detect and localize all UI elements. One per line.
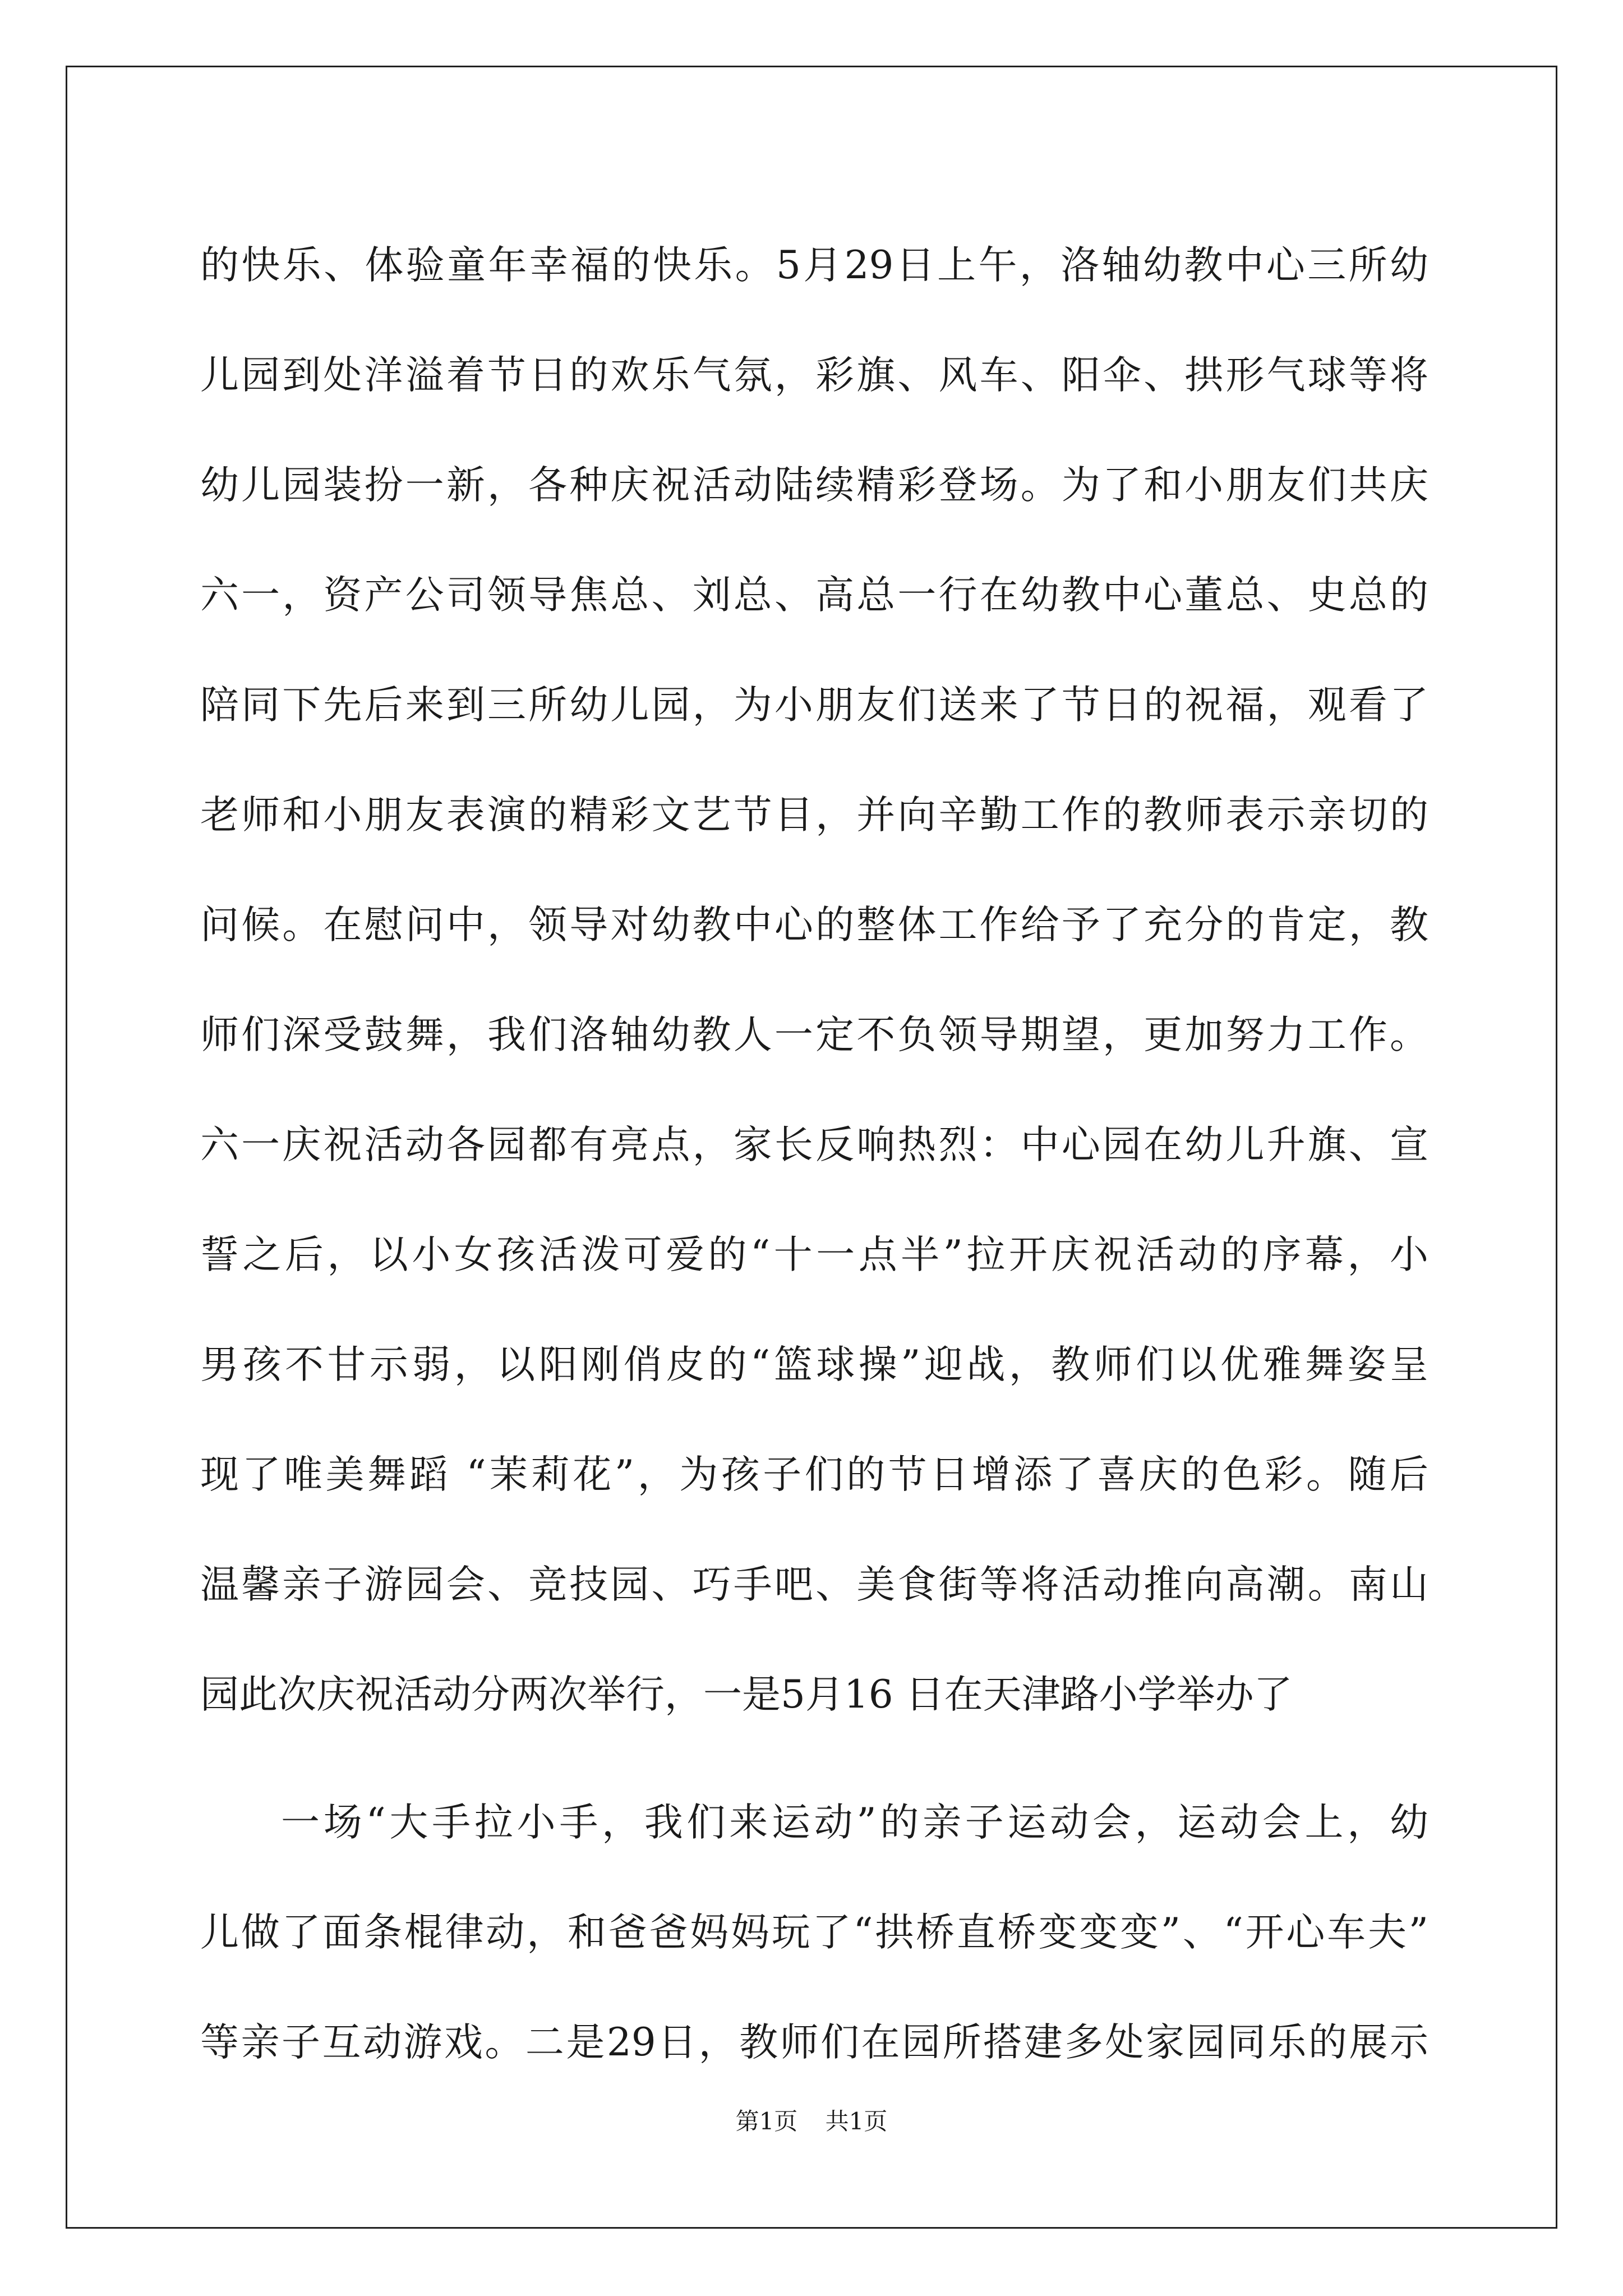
text-line: 问候。在慰问中，领导对幼教中心的整体工作给予了充分的肯定，教	[200, 903, 1428, 947]
text-line: 园此次庆祝活动分两次举行，一是5月16 日在天津路小学举办了	[200, 1672, 1293, 1717]
text-line: 男孩不甘示弱，以阳刚俏皮的“篮球操”迎战，教师们以优雅舞姿呈	[200, 1342, 1428, 1387]
text-line: 的快乐、体验童年幸福的快乐。5月29日上午，洛轴幼教中心三所幼	[200, 243, 1428, 288]
text-line: 六一庆祝活动各园都有亮点，家长反响热烈：中心园在幼儿升旗、宣	[200, 1122, 1428, 1167]
text-line: 陪同下先后来到三所幼儿园，为小朋友们送来了节日的祝福，观看了	[200, 683, 1428, 728]
text-line: 一场“大手拉小手，我们来运动”的亲子运动会，运动会上，幼	[281, 1800, 1428, 1845]
paragraph-1	[200, 210, 1428, 1750]
text-line: 等亲子互动游戏。二是29日，教师们在园所搭建多处家园同乐的展示	[200, 2020, 1428, 2065]
text-line: 六一，资产公司领导焦总、刘总、高总一行在幼教中心董总、史总的	[200, 573, 1428, 618]
document-body	[200, 210, 1428, 2097]
text-line: 师们深受鼓舞，我们洛轴幼教人一定不负领导期望，更加努力工作。	[200, 1013, 1428, 1057]
page-footer	[0, 2105, 1623, 2138]
paragraph-gap	[200, 1750, 1428, 1768]
text-line: 现了唯美舞蹈 “茉莉花”，为孩子们的节日增添了喜庆的色彩。随后	[200, 1452, 1428, 1497]
text-line: 誓之后，以小女孩活泼可爱的“十一点半”拉开庆祝活动的序幕，小	[200, 1232, 1428, 1277]
page-number: 第1页	[735, 2108, 798, 2135]
total-pages: 共1页	[825, 2108, 888, 2135]
text-line: 儿做了面条棍律动，和爸爸妈妈玩了“拱桥直桥变变变”、“开心车夫”	[200, 1910, 1428, 1955]
text-line: 幼儿园装扮一新，各种庆祝活动陆续精彩登场。为了和小朋友们共庆	[200, 463, 1428, 508]
text-line: 温馨亲子游园会、竞技园、巧手吧、美食街等将活动推向高潮。南山	[200, 1562, 1428, 1607]
paragraph-2	[200, 1768, 1428, 2097]
text-line: 儿园到处洋溢着节日的欢乐气氛，彩旗、风车、阳伞、拱形气球等将	[200, 353, 1428, 398]
text-line: 老师和小朋友表演的精彩文艺节目，并向辛勤工作的教师表示亲切的	[200, 793, 1428, 838]
